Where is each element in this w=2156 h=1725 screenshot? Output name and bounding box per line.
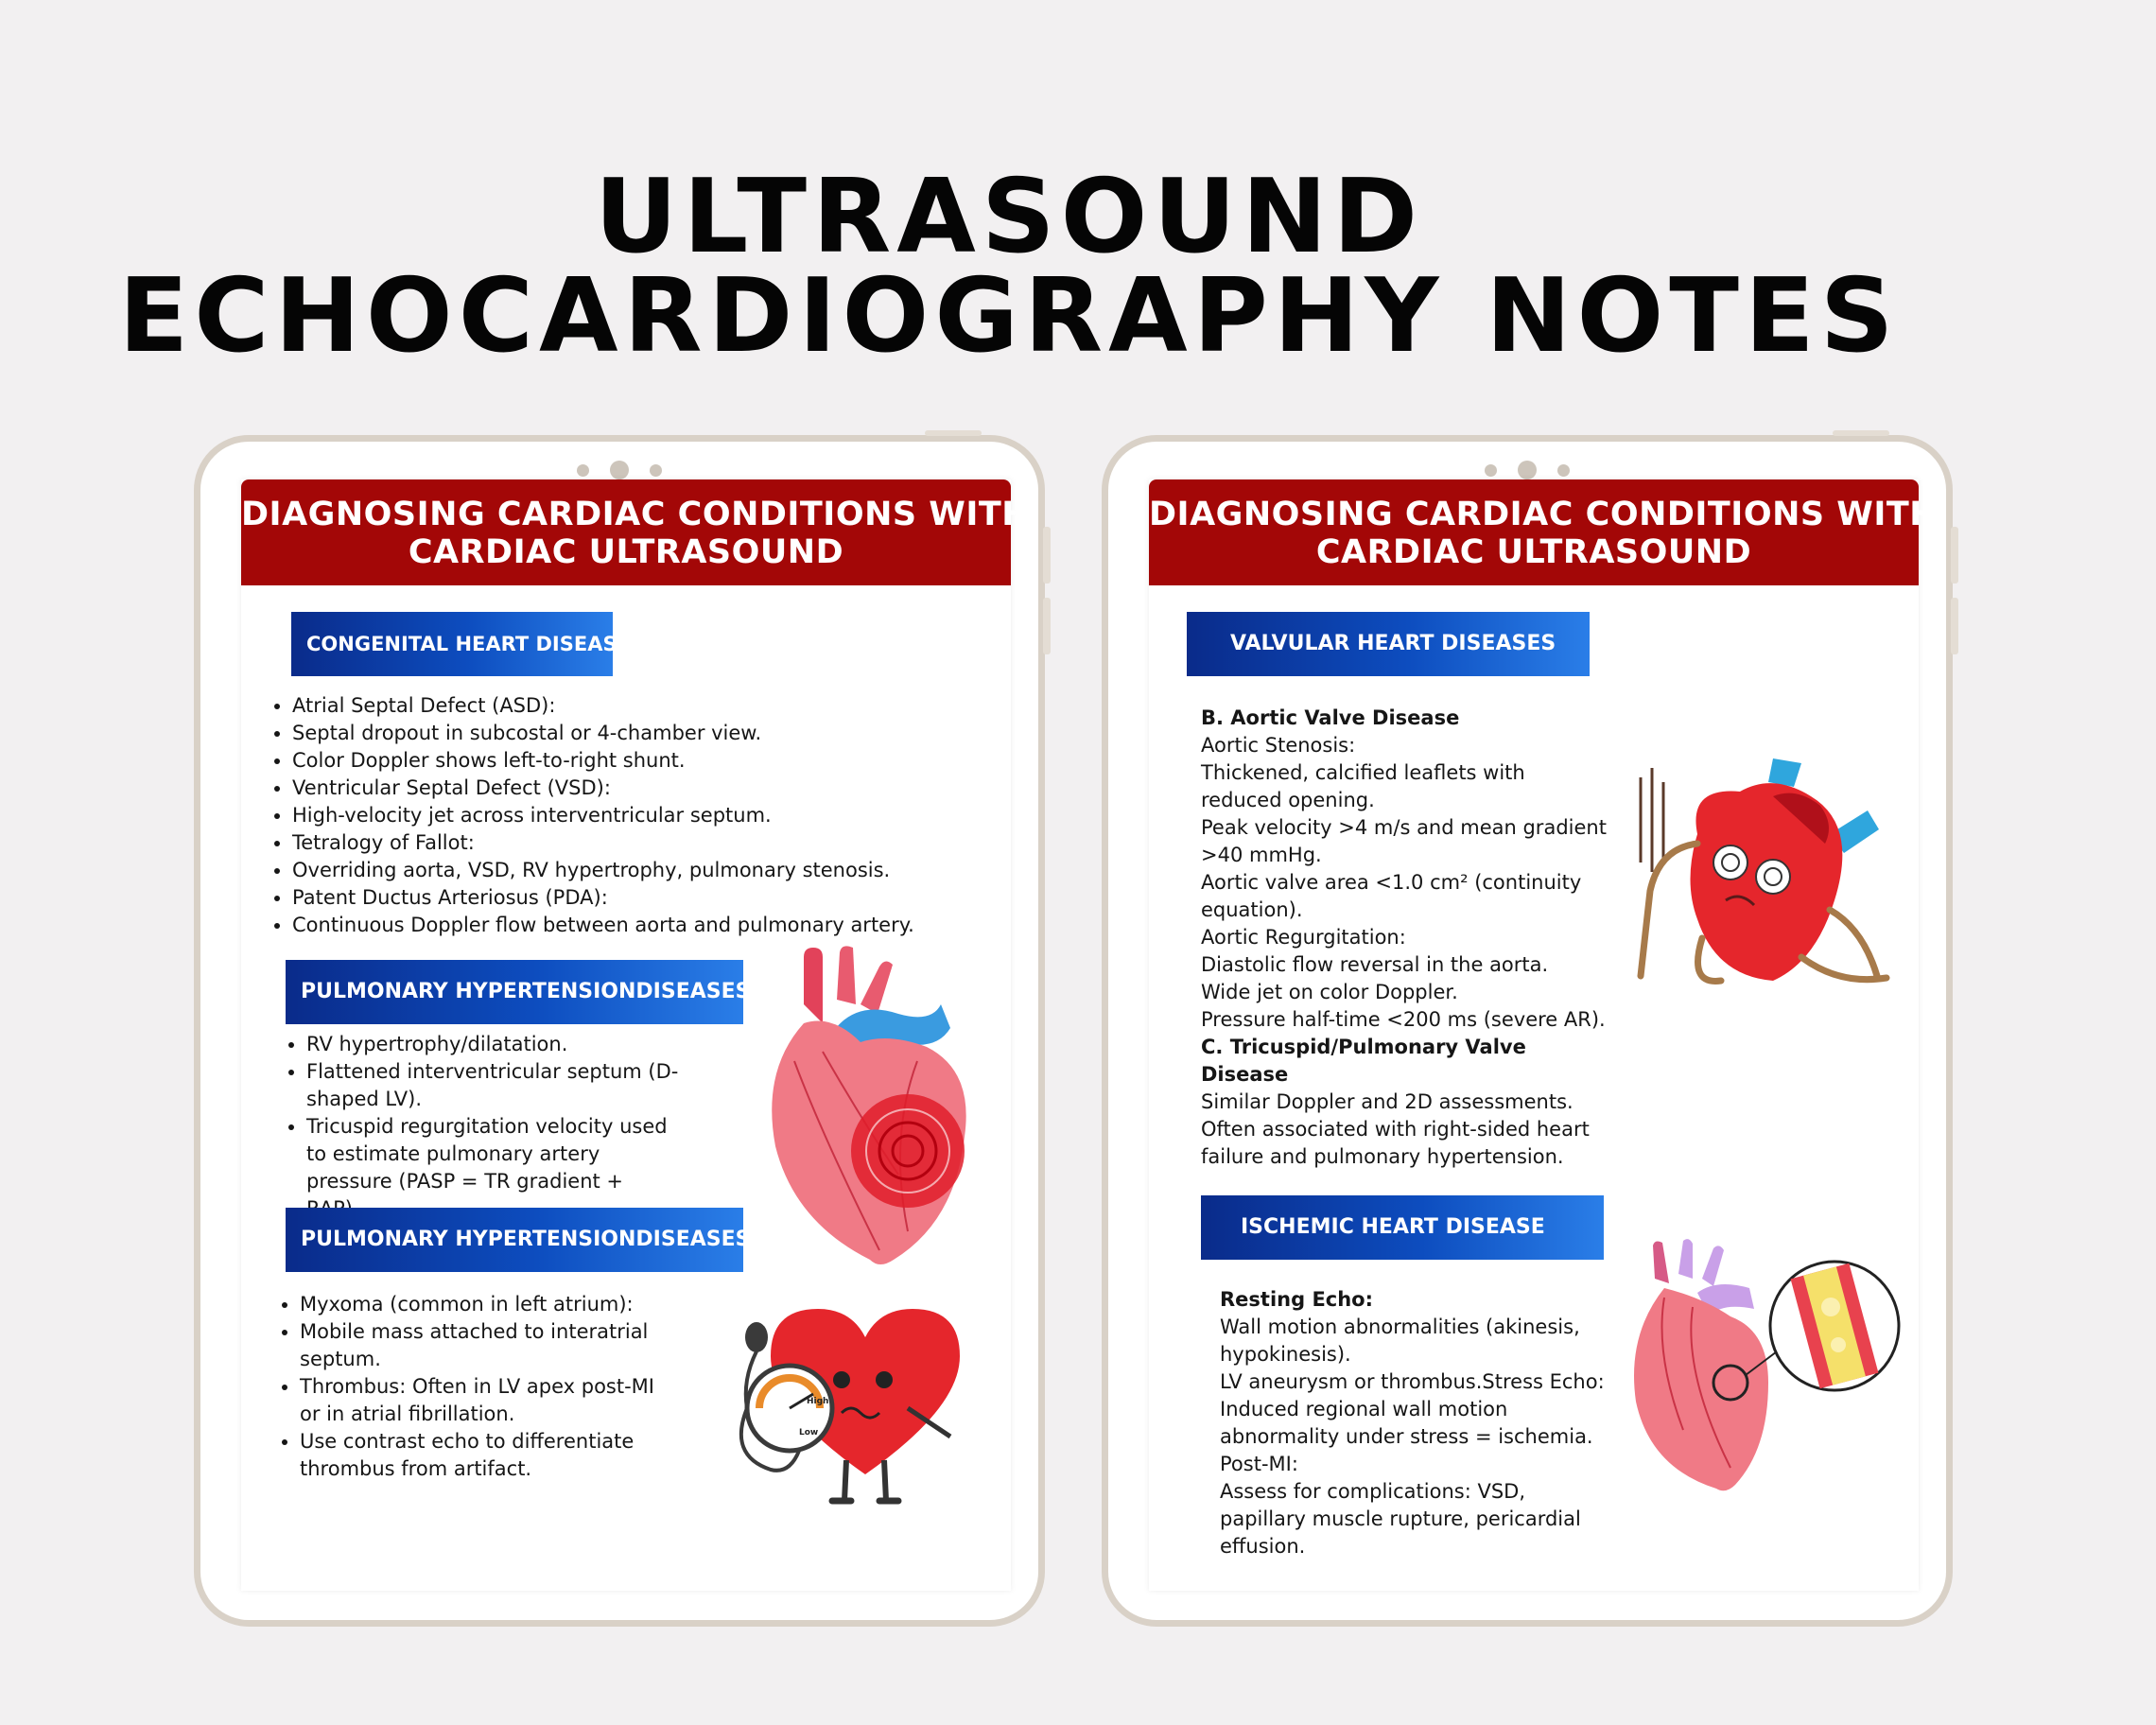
- list-item: • High-velocity jet across interventricular septum.: [292, 802, 1030, 829]
- list-item: • Patent Ductus Arteriosus (PDA):: [292, 884, 1030, 912]
- gauge-low-label: Low: [799, 1428, 819, 1438]
- text-line: Post-MI:: [1220, 1453, 1298, 1475]
- section-heading-pulmonary-2: PULMONARY HYPERTENSIONDISEASES: [286, 1208, 743, 1272]
- tablet-camera: [1485, 461, 1570, 479]
- banner-line2: CARDIAC ULTRASOUND: [1315, 533, 1752, 571]
- ischemic-text: [1220, 1286, 1608, 1560]
- list-item: • Ventricular Septal Defect (VSD):: [292, 775, 1030, 802]
- text-line: Assess for complications: VSD, papillary muscle rupture, pericardial effusion.: [1220, 1480, 1581, 1558]
- tablet-power-button: [1833, 430, 1889, 436]
- list-item: • Overriding aorta, VSD, RV hypertrophy, pulmonary stenosis.: [292, 857, 1030, 884]
- text-line: Thickened, calcified leaflets with reduced opening.: [1201, 761, 1525, 811]
- tablet-camera: [577, 461, 662, 479]
- banner-line1: DIAGNOSING CARDIAC CONDITIONS WITH: [241, 496, 1031, 533]
- list-item: • RV hypertrophy/dilatation.: [306, 1031, 680, 1058]
- artery-plaque-heart-illustration: [1626, 1241, 1910, 1496]
- tablet-volume-down: [1043, 598, 1051, 654]
- text-line: Pressure half-time <200 ms (severe AR).: [1201, 1008, 1606, 1031]
- list-item: • Use contrast echo to differentiate thrombus from artifact.: [300, 1428, 664, 1483]
- tablet-volume-down: [1951, 598, 1958, 654]
- pulmonary-list-1: [280, 1031, 680, 1223]
- text-line: Induced regional wall motion abnormality under stress = ischemia.: [1220, 1398, 1593, 1448]
- ischemic-subheading: Resting Echo:: [1220, 1288, 1374, 1311]
- tablet-right: [1102, 435, 1953, 1627]
- text-line: Aortic Stenosis:: [1201, 734, 1356, 757]
- dizzy-eye-icon: [1756, 860, 1790, 894]
- list-item: • Tricuspid regurgitation velocity used to estimate pulmonary artery pressure (PASP = TR gradient +: [306, 1113, 680, 1223]
- tablet-volume-up: [1043, 527, 1051, 584]
- tablet-volume-up: [1951, 527, 1958, 584]
- sad-heart-gauge-illustration: [733, 1295, 998, 1512]
- text-line: Aortic Regurgitation:: [1201, 926, 1406, 949]
- text-line: Similar Doppler and 2D assessments.: [1201, 1090, 1574, 1113]
- dizzy-eye-icon: [1713, 845, 1747, 880]
- dizzy-heart-illustration: [1631, 758, 1905, 1004]
- text-line: Wall motion abnormalities (akinesis, hypokinesis).: [1220, 1316, 1580, 1366]
- pulmonary-list-2: [273, 1291, 664, 1483]
- page-title-line2: ECHOCARDIOGRAPHY NOTES: [118, 257, 1900, 375]
- list-item: • Atrial Septal Defect (ASD):: [292, 692, 1030, 720]
- list-item: • Septal dropout in subcostal or 4-chamber view.: [292, 720, 1030, 747]
- list-item: • Color Doppler shows left-to-right shunt.: [292, 747, 1030, 775]
- section-heading-valvular: VALVULAR HEART DISEASES: [1187, 612, 1590, 676]
- list-item: • Mobile mass attached to interatrial septum.: [300, 1318, 664, 1373]
- text-line: Diastolic flow reversal in the aorta.: [1201, 953, 1549, 976]
- anatomical-heart-illustration: [766, 948, 993, 1269]
- pain-target-icon: [851, 1094, 965, 1208]
- page-banner: [241, 479, 1031, 585]
- tablet-power-button: [925, 430, 982, 436]
- tablet-left: [194, 435, 1045, 1627]
- section-heading-pulmonary-1: PULMONARY HYPERTENSIONDISEASES: [286, 960, 743, 1024]
- valvular-text: [1201, 705, 1608, 1171]
- gauge-high-label: High: [807, 1397, 829, 1406]
- page-banner: [1149, 479, 1939, 585]
- text-line: Wide jet on color Doppler.: [1201, 981, 1458, 1003]
- congenital-list: [266, 692, 1030, 939]
- text-line: Often associated with right-sided heart failure and pulmonary hypertension.: [1201, 1118, 1590, 1168]
- banner-line1: DIAGNOSING CARDIAC CONDITIONS WITH: [1149, 496, 1939, 533]
- text-line: Peak velocity >4 m/s and mean gradient >40 mmHg.: [1201, 816, 1607, 866]
- banner-line2: CARDIAC ULTRASOUND: [408, 533, 844, 571]
- notes-page-right: [1149, 479, 1939, 1591]
- valvular-subheading-b: B. Aortic Valve Disease: [1201, 706, 1460, 729]
- list-item: • Myxoma (common in left atrium):: [300, 1291, 664, 1318]
- valvular-subheading-c: C. Tricuspid/Pulmonary Valve Disease: [1201, 1036, 1526, 1086]
- page-title-line1: ULTRASOUND: [594, 158, 1424, 276]
- notes-page-left: [241, 479, 1031, 1591]
- section-heading-ischemic: ISCHEMIC HEART DISEASE: [1201, 1195, 1604, 1260]
- list-item: • Continuous Doppler flow between aorta and pulmonary artery.: [292, 912, 1030, 939]
- section-heading-congenital: CONGENITAL HEART DISEASE: [291, 612, 613, 676]
- list-item: • Tetralogy of Fallot:: [292, 829, 1030, 857]
- list-item: • Thrombus: Often in LV apex post-MI or in atrial fibrillation.: [300, 1373, 664, 1428]
- list-item: • Flattened interventricular septum (D-shaped LV).: [306, 1058, 680, 1113]
- text-line: Aortic valve area <1.0 cm² (continuity equation).: [1201, 871, 1582, 921]
- text-line: LV aneurysm or thrombus.Stress Echo:: [1220, 1370, 1605, 1393]
